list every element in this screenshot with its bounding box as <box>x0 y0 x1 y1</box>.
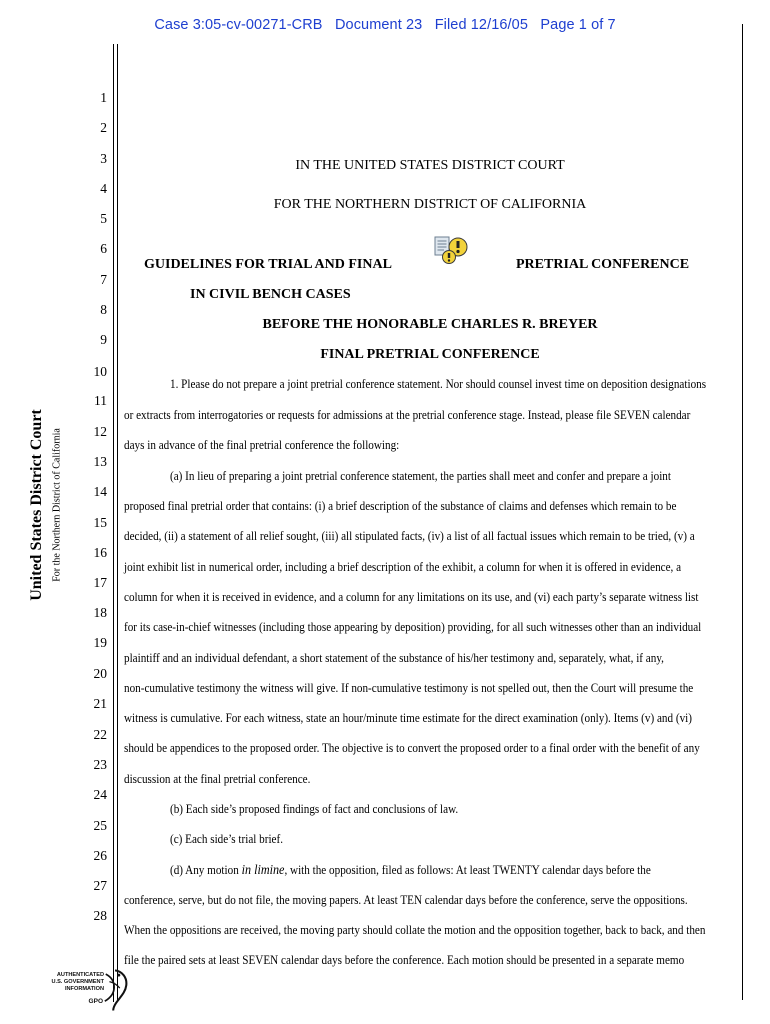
line-number: 20 <box>93 666 107 681</box>
eagle-emblem-icon <box>102 968 130 1012</box>
motion-line <box>170 862 651 878</box>
title-part-2: PRETRIAL CONFERENCE <box>516 257 690 272</box>
annotation-note-icon[interactable] <box>434 235 470 267</box>
line-number: 13 <box>93 454 107 469</box>
line-number: 4 <box>100 181 107 196</box>
line-number: 8 <box>100 302 107 317</box>
line-number: 11 <box>94 393 107 408</box>
body-line: (b) Each side’s proposed findings of fact and conclusions of law. <box>170 802 459 816</box>
title-line-2: IN CIVIL BENCH CASES <box>190 287 351 302</box>
gpo-line-1: AUTHENTICATED <box>56 972 104 978</box>
body-line: 1. Please do not prepare a joint pretrial conference statement. Nor should counsel invest time on deposition designations <box>170 377 707 391</box>
body-line: days in advance of the final pretrial conference the following: <box>124 438 400 452</box>
body-line: non-cumulative testimony the witness will give. If non-cumulative testimony is not spelled out, then the Court will presume the <box>124 681 694 695</box>
line-number: 5 <box>100 211 107 226</box>
line-number: 18 <box>93 605 107 620</box>
line-number: 14 <box>93 484 107 499</box>
section-heading: FINAL PRETRIAL CONFERENCE <box>320 347 540 362</box>
body-line: decided, (ii) a statement of all relief sought, (iii) all stipulated facts, (iv) a list of all factual issues which remain to be tried, (v) a <box>124 529 695 543</box>
line-number: 22 <box>93 727 107 742</box>
line-number: 26 <box>93 848 107 863</box>
body-line: column for when it is received in evidence, and a column for any limitations on its use, and (vi) each party’s separate witness list <box>124 590 699 604</box>
line-number: 7 <box>100 272 107 287</box>
line-number: 10 <box>93 364 107 379</box>
line-number: 19 <box>93 635 107 650</box>
body-line: plaintiff and an individual defendant, a short statement of the substance of his/her testimony and, separately, what, if any, <box>124 651 664 665</box>
line-number: 23 <box>93 757 107 772</box>
left-rule-inner <box>117 44 118 1002</box>
line-number: 1 <box>100 90 107 105</box>
body-line: When the oppositions are received, the moving party should collate the motion and the opposition together, back to back, and then <box>124 923 706 937</box>
case-header <box>0 17 770 33</box>
gpo-line-3: INFORMATION <box>64 986 104 992</box>
line-number: 25 <box>93 818 107 833</box>
filed-date: Filed 12/16/05 <box>434 17 528 33</box>
body-line: (c) Each side’s trial brief. <box>170 832 284 846</box>
line-number: 2 <box>100 120 107 135</box>
gpo-authentication-seal <box>38 968 130 1014</box>
line-number: 28 <box>93 908 107 923</box>
title-line-3: BEFORE THE HONORABLE CHARLES R. BREYER <box>262 317 598 332</box>
court-district: FOR THE NORTHERN DISTRICT OF CALIFORNIA <box>273 197 587 212</box>
gpo-label: GPO <box>88 998 103 1005</box>
motion-suffix: , with the opposition, filed as follows: At least TWENTY calendar days before the <box>284 863 651 877</box>
line-number: 17 <box>93 575 107 590</box>
body-line: proposed final pretrial order that contains: (i) a brief description of the substance of claims and defenses which remain to be <box>124 499 677 513</box>
line-number: 9 <box>100 332 107 347</box>
body-line: should be appendices to the proposed order. The objective is to convert the proposed order to a final order with the benefit of any <box>124 741 700 755</box>
line-number: 15 <box>93 515 107 530</box>
case-number: Case 3:05-cv-00271-CRB <box>154 17 323 33</box>
body-line: joint exhibit list in numerical order, including a brief description of the exhibit, a column for when it is offered in evidence, a <box>124 560 682 574</box>
line-number: 27 <box>93 878 107 893</box>
right-rule <box>742 24 743 1000</box>
line-number: 16 <box>93 545 107 560</box>
body-line: for its case-in-chief witnesses (including those appearing by deposition) providing, for all such witnesses other than an individual <box>124 620 702 634</box>
body-line: file the paired sets at least SEVEN calendar days before the conference. Each motion should be presented in a separate memo <box>124 953 685 967</box>
line-number: 3 <box>100 151 107 166</box>
title-part-1: GUIDELINES FOR TRIAL AND FINAL <box>144 257 392 272</box>
gpo-line-2: U.S. GOVERNMENT <box>51 979 104 985</box>
left-rule-outer <box>113 44 114 1002</box>
court-name: IN THE UNITED STATES DISTRICT COURT <box>295 158 565 173</box>
body-line: discussion at the final pretrial conference. <box>124 772 311 786</box>
line-number: 12 <box>93 424 107 439</box>
line-number: 6 <box>100 241 107 256</box>
body-line: witness is cumulative. For each witness, state an hour/minute time estimate for the direct examination (only). Items (v) and (vi) <box>124 711 692 725</box>
body-line: conference, serve, but do not file, the moving papers. At least TEN calendar days before the conference, serve the oppositions. <box>124 893 688 907</box>
motion-prefix: (d) Any motion <box>170 863 239 877</box>
document-number: Document 23 <box>334 17 423 33</box>
body-line: or extracts from interrogatories or requests for admissions at the pretrial conference stage. Instead, please file SEVEN calendar <box>124 408 691 422</box>
line-number: 21 <box>93 696 107 711</box>
page-indicator: Page 1 of 7 <box>540 17 616 33</box>
body-line: (a) In lieu of preparing a joint pretrial conference statement, the parties shall meet and confer and prepare a joint <box>170 469 671 483</box>
line-number: 24 <box>93 787 107 802</box>
motion-italic: in limine <box>241 862 285 877</box>
